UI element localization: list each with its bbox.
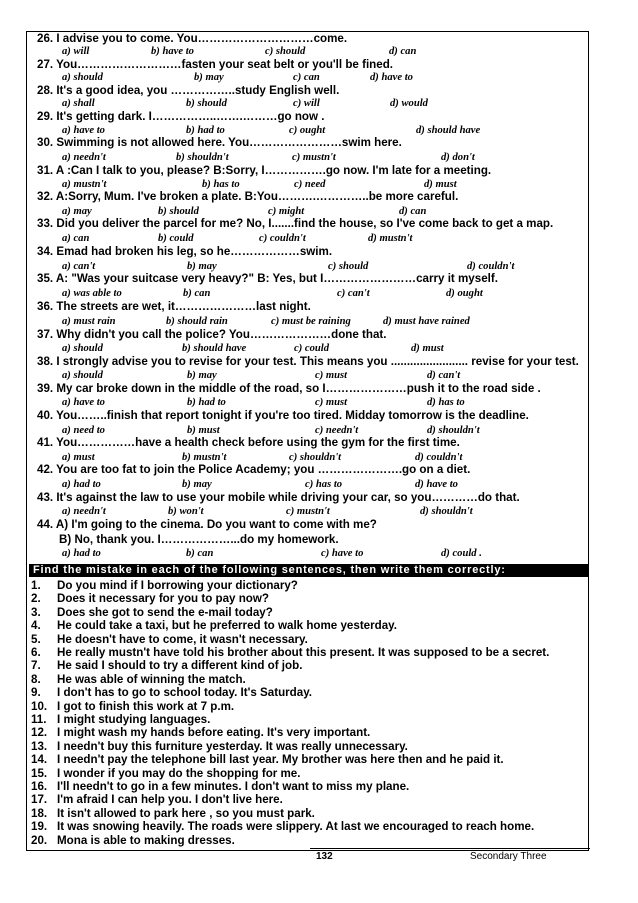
- sentence-number: 5.: [31, 632, 41, 646]
- sentence-item: [31, 700, 591, 714]
- option: a) have to: [62, 125, 105, 136]
- sentence-number: 17.: [31, 793, 48, 807]
- question-stem: 33. Did you deliver the parcel for me? No, I.......find the house, so I've come back to get a map.: [37, 217, 554, 230]
- option: d) couldn't: [415, 452, 463, 463]
- sentence-text: I needn't buy this furniture yesterday. It was really unnecessary.: [57, 739, 408, 753]
- option: d) have to: [370, 72, 413, 83]
- option: d) has to: [427, 397, 465, 408]
- option: b) mustn't: [182, 452, 227, 463]
- question-stem: 38. I strongly advise you to revise for your test. This means you ........................ revise for your test.: [37, 355, 579, 368]
- question-stem: 37. Why didn't you call the police? You…………………done that.: [37, 328, 387, 341]
- option: b) may: [194, 72, 224, 83]
- sentence-item: [31, 807, 591, 821]
- sentence-text: Does it necessary for you to pay now?: [57, 592, 269, 606]
- sentence-text: I needn't pay the telephone bill last year. My brother was here then and he paid it.: [57, 753, 504, 767]
- question-stem: 32. A:Sorry, Mum. I've broken a plate. B:You……….…………..be more careful.: [37, 190, 459, 203]
- section-heading-text: Find the mistake in each of the following sentences, then write them correctly:: [33, 564, 506, 576]
- option: b) won't: [168, 506, 204, 517]
- sentence-number: 19.: [31, 820, 48, 834]
- question-stem: 35. A: "Was your suitcase very heavy?" B: Yes, but I……………………carry it myself.: [37, 272, 498, 285]
- option: a) was able to: [62, 288, 122, 299]
- option: d) mustn't: [368, 233, 413, 244]
- page-number: 132: [316, 851, 333, 862]
- option: c) should: [265, 46, 306, 57]
- option: c) might: [268, 206, 305, 217]
- option: c) couldn't: [259, 233, 306, 244]
- option: a) can't: [62, 261, 96, 272]
- sentence-item: [31, 713, 591, 727]
- option: b) may: [182, 479, 212, 490]
- option: a) had to: [62, 548, 101, 559]
- option: a) should: [62, 343, 103, 354]
- question-stem: 43. It's against the law to use your mobile while driving your car, so you…………do that.: [37, 491, 520, 504]
- sentence-number: 7.: [31, 659, 41, 673]
- option: d) must: [424, 179, 457, 190]
- question-stem: 42. You are too fat to join the Police Academy; you ………………….go on a diet.: [37, 463, 471, 476]
- sentence-item: [31, 619, 591, 633]
- question-stem: 39. My car broke down in the middle of the road, so I…………………push it to the road side .: [37, 382, 541, 395]
- sentence-text: I wonder if you may do the shopping for me.: [57, 766, 301, 780]
- option: b) may: [187, 261, 217, 272]
- sentence-item: [31, 726, 591, 740]
- option: d) ought: [446, 288, 483, 299]
- sentence-item: [31, 686, 591, 700]
- option: c) must: [315, 397, 348, 408]
- option: d) could .: [441, 548, 482, 559]
- sentence-number: 2.: [31, 592, 41, 606]
- option: c) must be raining: [271, 316, 351, 327]
- sentence-text: Does she got to send the e-mail today?: [57, 605, 273, 619]
- option: d) can: [399, 206, 427, 217]
- sentence-item: [31, 633, 591, 647]
- question-stem: 26. I advise you to come. You…………………………come.: [37, 32, 348, 45]
- sentence-text: It isn't allowed to park here , so you must park.: [57, 806, 315, 820]
- sentence-text: I got to finish this work at 7 p.m.: [57, 699, 235, 713]
- option: c) mustn't: [292, 152, 336, 163]
- sentence-number: 20.: [31, 833, 48, 847]
- option: b) should have: [182, 343, 247, 354]
- option: b) should: [158, 206, 199, 217]
- option: b) may: [187, 370, 217, 381]
- sentence-item: [31, 753, 591, 767]
- option: d) would: [390, 98, 428, 109]
- option: a) need to: [62, 425, 105, 436]
- option: a) must rain: [62, 316, 116, 327]
- option: d) can't: [427, 370, 461, 381]
- option: b) can: [186, 548, 214, 559]
- sentence-number: 9.: [31, 686, 41, 700]
- sentence-number: 10.: [31, 699, 48, 713]
- sentence-number: 13.: [31, 739, 48, 753]
- question-stem: 34. Emad had broken his leg, so he………………swim.: [37, 245, 333, 258]
- question-stem: 30. Swimming is not allowed here. You……………………swim here.: [37, 136, 402, 149]
- sentence-text: I might studying languages.: [57, 713, 211, 726]
- sentence-item: [31, 592, 591, 606]
- option: a) mustn't: [62, 179, 107, 190]
- option: b) should rain: [166, 316, 228, 327]
- option: d) must: [411, 343, 444, 354]
- question-stem: 27. You………………………fasten your seat belt or you'll be fined.: [37, 58, 393, 71]
- question-stem: 31. A :Can I talk to you, please? B:Sorry, I…………….go now. I'm late for a meeting.: [37, 164, 492, 177]
- option: b) should: [186, 98, 227, 109]
- option: a) will: [62, 46, 90, 57]
- sentence-item: [31, 793, 591, 807]
- option: a) should: [62, 72, 103, 83]
- question-stem: 41. You……………have a health check before using the gym for the first time.: [37, 436, 460, 449]
- option: a) needn't: [62, 506, 106, 517]
- sentence-text: I'm afraid I can help you. I don't live here.: [57, 793, 283, 807]
- option: b) could: [158, 233, 194, 244]
- option: c) has to: [305, 479, 343, 490]
- sentence-number: 6.: [31, 646, 41, 659]
- option: b) shouldn't: [176, 152, 229, 163]
- sentence-text: I'll needn't to go in a few minutes. I don't want to miss my plane.: [57, 780, 410, 793]
- option: a) shall: [62, 98, 95, 109]
- option: a) have to: [62, 397, 105, 408]
- option: c) should: [328, 261, 369, 272]
- grade-label: Secondary Three: [470, 851, 547, 862]
- option: a) needn't: [62, 152, 106, 163]
- option: a) had to: [62, 479, 101, 490]
- sentence-text: He really mustn't have told his brother about this present. It was supposed to be a secret.: [57, 646, 550, 659]
- option: c) needn't: [315, 425, 359, 436]
- question-stem: 28. It's a good idea, you ……………..study English well.: [37, 84, 340, 97]
- sentence-number: 1.: [31, 579, 41, 592]
- sentence-item: [31, 767, 591, 781]
- sentence-number: 4.: [31, 619, 41, 633]
- option: d) should have: [416, 125, 481, 136]
- option: c) could: [294, 343, 330, 354]
- option: b) must: [187, 425, 220, 436]
- section-heading: [29, 564, 588, 577]
- sentence-text: I might wash my hands before eating. It's very important.: [57, 726, 371, 740]
- question-stem: 40. You……..finish that report tonight if you're too tired. Midday tomorrow is the deadline.: [37, 409, 529, 422]
- option: a) should: [62, 370, 103, 381]
- sentence-number: 16.: [31, 780, 48, 793]
- option: b) has to: [202, 179, 240, 190]
- sentence-item: [31, 659, 591, 673]
- option: b) had to: [187, 397, 226, 408]
- footer-rule: [310, 848, 590, 849]
- option: b) have to: [151, 46, 194, 57]
- question-stem: 29. It's getting dark. I……………..…….………go now .: [37, 110, 325, 123]
- option: c) need: [294, 179, 326, 190]
- question-stem-continued: B) No, thank you. I………………...do my homework.: [59, 533, 339, 546]
- option: c) can't: [337, 288, 370, 299]
- option: b) had to: [186, 125, 225, 136]
- option: a) can: [62, 233, 90, 244]
- option: c) shouldn't: [289, 452, 342, 463]
- option: c) must: [315, 370, 348, 381]
- option: d) couldn't: [467, 261, 515, 272]
- sentence-text: He said I should to try a different kind of job.: [57, 659, 303, 673]
- sentence-text: Mona is able to making dresses.: [57, 833, 235, 847]
- sentence-number: 11.: [31, 713, 47, 726]
- sentence-number: 14.: [31, 753, 48, 767]
- option: d) must have rained: [383, 316, 470, 327]
- sentence-number: 8.: [31, 672, 41, 686]
- option: c) ought: [289, 125, 326, 136]
- sentence-number: 15.: [31, 766, 48, 780]
- sentence-number: 18.: [31, 806, 48, 820]
- option: d) shouldn't: [427, 425, 480, 436]
- option: c) mustn't: [286, 506, 330, 517]
- sentence-item: [31, 606, 591, 620]
- sentence-item: [31, 673, 591, 687]
- sentence-text: It was snowing heavily. The roads were slippery. At last we encouraged to reach home.: [57, 820, 535, 834]
- question-stem: 36. The streets are wet, it…………………last night.: [37, 300, 311, 313]
- option: b) can: [183, 288, 211, 299]
- sentence-item: [31, 834, 591, 848]
- option: c) have to: [321, 548, 364, 559]
- sentence-item: [31, 740, 591, 754]
- sentence-text: He doesn't have to come, it wasn't necessary.: [57, 632, 308, 646]
- option: d) shouldn't: [420, 506, 473, 517]
- option: d) can: [389, 46, 417, 57]
- option: d) have to: [415, 479, 458, 490]
- sentence-item: [31, 780, 591, 794]
- sentence-text: He was able of winning the match.: [57, 672, 246, 686]
- question-stem: 44. A) I'm going to the cinema. Do you want to come with me?: [37, 518, 377, 531]
- sentence-number: 12.: [31, 726, 48, 740]
- sentence-text: I don't has to go to school today. It's Saturday.: [57, 686, 313, 700]
- sentence-item: [31, 646, 591, 660]
- sentence-text: Do you mind if I borrowing your dictionary?: [57, 579, 298, 592]
- option: d) don't: [441, 152, 475, 163]
- sentence-text: He could take a taxi, but he preferred to walk home yesterday.: [57, 619, 397, 633]
- sentence-item: [31, 820, 591, 834]
- sentence-number: 3.: [31, 605, 41, 619]
- option: c) will: [293, 98, 320, 109]
- sentence-item: [31, 579, 591, 593]
- option: a) must: [62, 452, 95, 463]
- option: a) may: [62, 206, 92, 217]
- option: c) can: [293, 72, 320, 83]
